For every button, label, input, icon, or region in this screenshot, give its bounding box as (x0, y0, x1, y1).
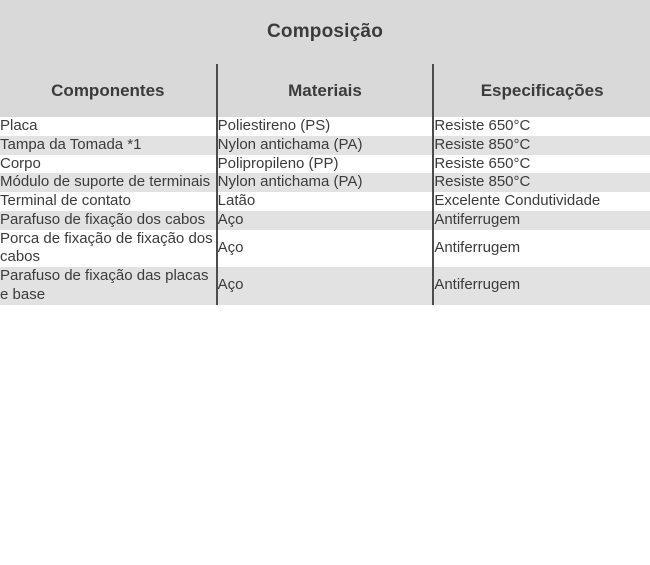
table-row (0, 267, 650, 305)
cell-material: Nylon antichama (PA) (217, 173, 434, 192)
table-column-header-row (0, 64, 650, 117)
cell-especificacao: Resiste 850°C (433, 173, 650, 192)
table-row (0, 230, 650, 268)
cell-especificacao: Antiferrugem (433, 211, 650, 230)
table-title: Composição (0, 0, 650, 64)
cell-material: Latão (217, 192, 434, 211)
cell-especificacao: Resiste 850°C (433, 136, 650, 155)
cell-especificacao: Resiste 650°C (433, 117, 650, 136)
table-row (0, 136, 650, 155)
cell-especificacao: Antiferrugem (433, 230, 650, 268)
cell-material: Poliestireno (PS) (217, 117, 434, 136)
table-row (0, 211, 650, 230)
cell-componente: Tampa da Tomada *1 (0, 136, 217, 155)
cell-componente: Corpo (0, 155, 217, 174)
column-header-materiais: Materiais (217, 64, 434, 117)
cell-material: Aço (217, 211, 434, 230)
cell-material: Polipropileno (PP) (217, 155, 434, 174)
cell-especificacao: Resiste 650°C (433, 155, 650, 174)
cell-especificacao: Excelente Condutividade (433, 192, 650, 211)
cell-material: Nylon antichama (PA) (217, 136, 434, 155)
column-header-especificacoes: Especificações (433, 64, 650, 117)
table-header (0, 0, 650, 117)
cell-componente: Terminal de contato (0, 192, 217, 211)
table-row (0, 192, 650, 211)
column-header-componentes: Componentes (0, 64, 217, 117)
table-body (0, 117, 650, 305)
cell-especificacao: Antiferrugem (433, 267, 650, 305)
cell-material: Aço (217, 230, 434, 268)
cell-componente: Módulo de suporte de terminais (0, 173, 217, 192)
table-title-row (0, 0, 650, 64)
cell-componente: Parafuso de fixação dos cabos (0, 211, 217, 230)
table-row (0, 117, 650, 136)
table-row (0, 173, 650, 192)
table-row (0, 155, 650, 174)
cell-componente: Parafuso de fixação das placas e base (0, 267, 217, 305)
cell-componente: Placa (0, 117, 217, 136)
cell-material: Aço (217, 267, 434, 305)
cell-componente: Porca de fixação de fixação dos cabos (0, 230, 217, 268)
